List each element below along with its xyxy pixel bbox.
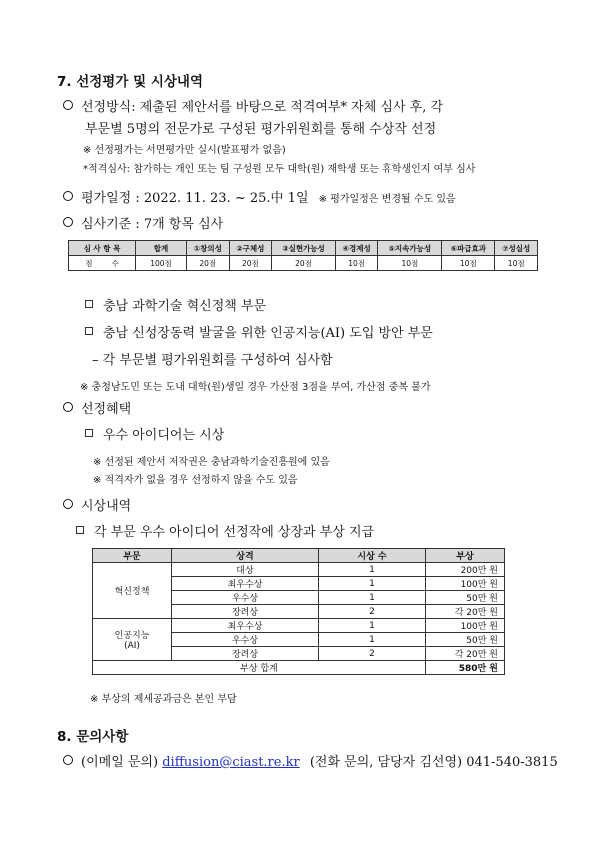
award-group-ai bbox=[93, 619, 172, 661]
section-7-title: 7. 선정평가 및 시상내역 bbox=[57, 74, 203, 90]
award-header-cell: 상격 bbox=[172, 549, 319, 563]
note-written-eval: ※ 선정평가는 서면평가만 실시(발표평가 없음) bbox=[83, 145, 286, 156]
award-cell: 최우수상 bbox=[172, 577, 319, 591]
award-cell: 200만 원 bbox=[426, 563, 505, 577]
copyright-note: ※ 선정된 제안서 저작권은 충남과학기술진흥원에 있음 bbox=[93, 457, 330, 468]
award-cell: 대상 bbox=[172, 563, 319, 577]
division-ai: 충남 신성장동력 발굴을 위한 인공지능(AI) 도입 방안 부문 bbox=[85, 322, 433, 341]
award-cell: 1 bbox=[319, 563, 426, 577]
criteria-score-cell: 10점 bbox=[495, 256, 538, 271]
award-header-cell: 부문 bbox=[93, 549, 172, 563]
award-cell: 50만 원 bbox=[426, 591, 505, 605]
hollow-square-bullet-icon bbox=[85, 429, 93, 437]
criteria-score-cell: 10점 bbox=[442, 256, 495, 271]
hollow-circle-bullet-icon bbox=[63, 191, 73, 201]
award-cell: 100만 원 bbox=[426, 577, 505, 591]
criteria-header-cell: 심 사 항 목 bbox=[69, 241, 136, 256]
award-cell: 1 bbox=[319, 633, 426, 647]
criteria-header-cell: ⑦성실성 bbox=[495, 241, 538, 256]
selection-method: 선정방식: 제출된 제안서를 바탕으로 적격여부* 자체 심사 후, 각 bbox=[63, 96, 443, 115]
criteria-header-cell: ③실현가능성 bbox=[272, 241, 336, 256]
award-cell: 최우수상 bbox=[172, 619, 319, 633]
hollow-square-bullet-icon bbox=[85, 327, 93, 335]
no-winner-note: ※ 적격자가 없을 경우 선정하지 않을 수도 있음 bbox=[93, 475, 298, 486]
criteria-score-cell: 20점 bbox=[272, 256, 336, 271]
award-total-label: 부상 합계 bbox=[93, 661, 426, 675]
criteria-header-cell: ⑤지속가능성 bbox=[378, 241, 442, 256]
award-group-ai-line1: 인공지능 bbox=[114, 631, 150, 641]
award-cell: 2 bbox=[319, 605, 426, 619]
table-row bbox=[93, 619, 505, 633]
hollow-circle-bullet-icon bbox=[63, 217, 73, 227]
award-cell: 2 bbox=[319, 647, 426, 661]
criteria-header-cell: 합계 bbox=[136, 241, 187, 256]
table-row bbox=[93, 563, 505, 577]
tax-note: ※ 부상의 제세공과금은 본인 부담 bbox=[90, 694, 237, 705]
criteria-score-cell: 점 수 bbox=[69, 256, 136, 271]
award-cell: 1 bbox=[319, 591, 426, 605]
hollow-square-bullet-icon bbox=[76, 526, 84, 534]
email-prefix: (이메일 문의) bbox=[81, 755, 159, 770]
criteria-score-cell: 10점 bbox=[378, 256, 442, 271]
hollow-circle-bullet-icon bbox=[63, 755, 73, 765]
criteria-heading: 심사기준 : 7개 항목 심사 bbox=[63, 213, 223, 232]
award-header-row bbox=[93, 549, 505, 563]
division-note: – 각 부문별 평가위원회를 구성하여 심사함 bbox=[92, 353, 333, 368]
benefit-item: 우수 아이디어는 시상 bbox=[85, 424, 224, 443]
hollow-circle-bullet-icon bbox=[63, 402, 73, 412]
criteria-score-cell: 100점 bbox=[136, 256, 187, 271]
award-header-cell: 부상 bbox=[426, 549, 505, 563]
schedule-note: ※ 평가일정은 변경될 수도 있음 bbox=[318, 194, 456, 205]
hollow-circle-bullet-icon bbox=[63, 100, 73, 110]
award-item: 각 부문 우수 아이디어 선정작에 상장과 부상 지급 bbox=[76, 521, 374, 540]
hollow-square-bullet-icon bbox=[85, 300, 93, 308]
award-cell: 우수상 bbox=[172, 591, 319, 605]
award-table bbox=[92, 548, 505, 675]
award-cell: 1 bbox=[319, 577, 426, 591]
criteria-header-cell: ①창의성 bbox=[187, 241, 230, 256]
email-link[interactable]: diffusion@ciast.re.kr bbox=[162, 755, 300, 770]
award-cell: 각 20만 원 bbox=[426, 605, 505, 619]
award-heading: 시상내역 bbox=[63, 495, 131, 514]
award-cell: 우수상 bbox=[172, 633, 319, 647]
note-eligibility: *적격심사: 참가하는 개인 또는 팀 구성원 모두 대학(원) 재학생 또는 휴학생인지 여부 심사 bbox=[83, 164, 476, 175]
bonus-point-note: ※ 충청남도민 또는 도내 대학(원)생일 경우 가산점 3점을 부여, 가산점 중복 불가 bbox=[80, 382, 431, 393]
award-group-innovation: 혁신정책 bbox=[93, 563, 172, 619]
award-header-cell: 시상 수 bbox=[319, 549, 426, 563]
section-8-title: 8. 문의사항 bbox=[57, 729, 129, 745]
award-cell: 장려상 bbox=[172, 647, 319, 661]
contact-line bbox=[63, 751, 558, 770]
award-cell: 50만 원 bbox=[426, 633, 505, 647]
award-total-value: 580만 원 bbox=[426, 661, 505, 675]
award-cell: 1 bbox=[319, 619, 426, 633]
award-cell: 100만 원 bbox=[426, 619, 505, 633]
evaluation-schedule: 평가일정 : 2022. 11. 23. ~ 25.中 1일 ※ 평가일정은 변경될 수도 있음 bbox=[63, 187, 456, 206]
criteria-header-cell: ⑥파급효과 bbox=[442, 241, 495, 256]
criteria-header-cell: ④경제성 bbox=[335, 241, 378, 256]
criteria-header-row bbox=[69, 241, 538, 256]
criteria-score-row bbox=[69, 256, 538, 271]
hollow-circle-bullet-icon bbox=[63, 499, 73, 509]
award-group-ai-line2: (AI) bbox=[124, 641, 140, 651]
phone-contact: (전화 문의, 담당자 김선영) 041-540-3815 bbox=[309, 755, 558, 770]
criteria-table bbox=[68, 240, 538, 271]
award-cell: 각 20만 원 bbox=[426, 647, 505, 661]
benefit-heading: 선정혜택 bbox=[63, 398, 131, 417]
criteria-score-cell: 20점 bbox=[229, 256, 272, 271]
criteria-score-cell: 20점 bbox=[187, 256, 230, 271]
award-total-row bbox=[93, 661, 505, 675]
criteria-header-cell: ②구체성 bbox=[229, 241, 272, 256]
division-science-policy: 충남 과학기술 혁신정책 부문 bbox=[85, 295, 266, 314]
criteria-score-cell: 10점 bbox=[335, 256, 378, 271]
award-cell: 장려상 bbox=[172, 605, 319, 619]
selection-method-cont: 부문별 5명의 전문가로 구성된 평가위원회를 통해 수상작 선정 bbox=[85, 122, 437, 137]
